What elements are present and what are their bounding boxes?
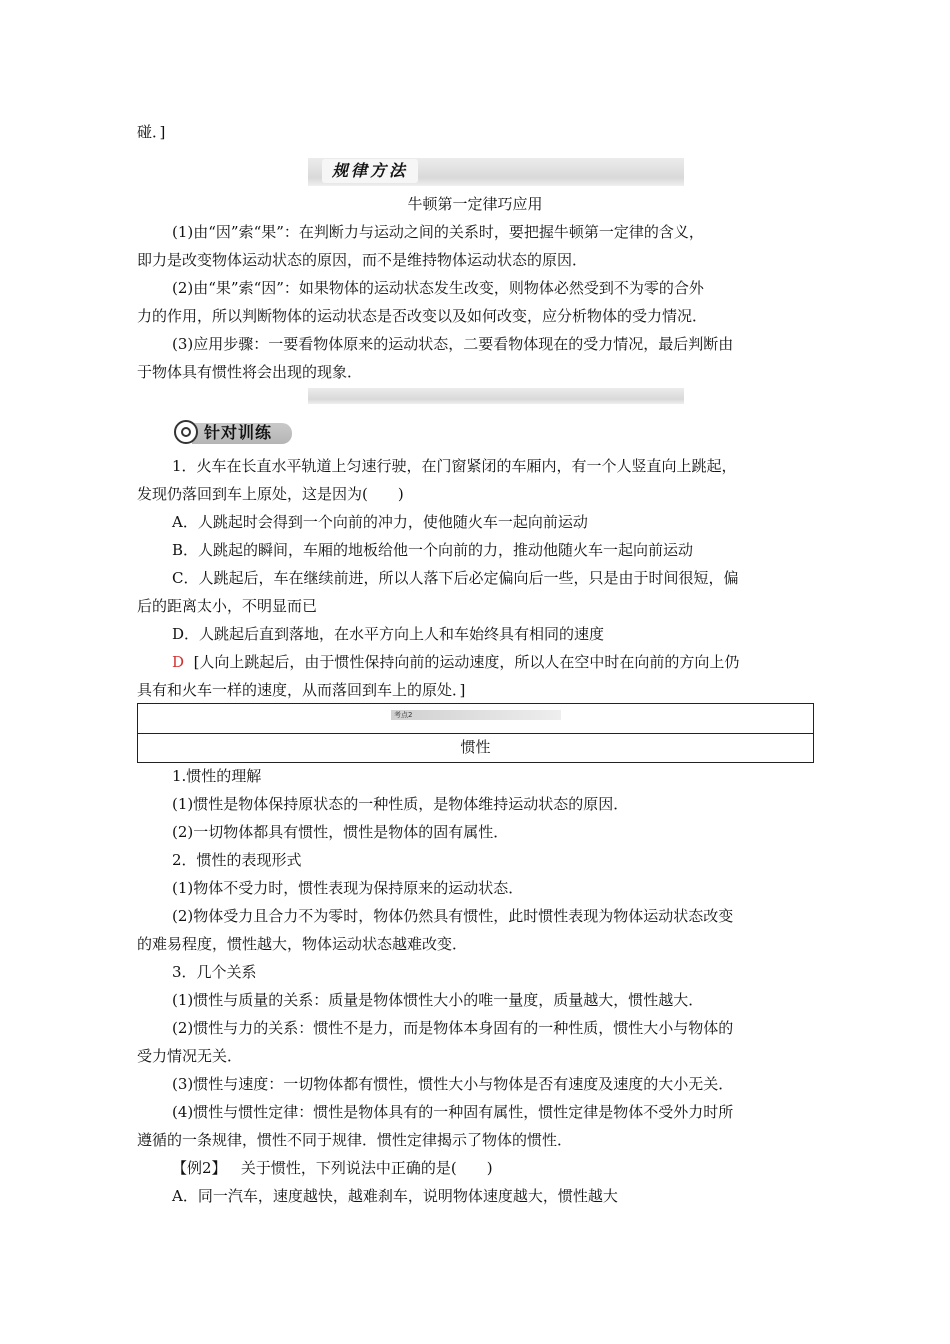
kaodian-tag: 考点2 — [391, 710, 561, 720]
inertia-h3-p3: (3)惯性与速度：一切物体都有惯性，惯性大小与物体是否有速度及速度的大小无关． — [172, 1075, 734, 1093]
q1-option-b: B．人跳起的瞬间，车厢的地板给他一个向前的力，推动他随火车一起向前运动 — [172, 541, 694, 559]
training-badge-label: 针对训练 — [204, 423, 273, 442]
inertia-heading-2: 2．惯性的表现形式 — [172, 851, 302, 869]
q1-line2: 发现仍落回到车上原处，这是因为( ) — [137, 485, 404, 503]
inertia-h1-p1: (1)惯性是物体保持原状态的一种性质，是物体维持运动状态的原因． — [172, 795, 629, 813]
q1-option-d: D．人跳起后直到落地，在水平方向上人和车始终具有相同的速度 — [172, 625, 605, 643]
q1-answer-line2: 具有和火车一样的速度，从而落回到车上的原处．] — [137, 681, 466, 699]
training-badge — [174, 420, 292, 446]
kaodian-title: 惯性 — [460, 738, 491, 756]
q1-option-c-line2: 后的距离太小，不明显而已 — [137, 597, 318, 615]
kaodian-box — [137, 703, 814, 763]
inertia-h2-p1: (1)物体不受力时，惯性表现为保持原来的运动状态． — [172, 879, 524, 897]
method-p1-line1: (1)由“因”索“果”：在判断力与运动之间的关系时，要把握牛顿第一定律的含义， — [172, 223, 704, 241]
method-p2-line1: (2)由“果”索“因”：如果物体的运动状态发生改变，则物体必然受到不为零的合外 — [172, 279, 704, 297]
kaodian-divider — [138, 733, 813, 734]
inertia-h3-p4-line1: (4)惯性与惯性定律：惯性是物体具有的一种固有属性，惯性定律是物体不受外力时所 — [172, 1103, 734, 1121]
method-p3-line2: 于物体具有惯性将会出现的现象． — [137, 363, 363, 381]
answer-explanation: [人向上跳起后，由于惯性保持向前的运动速度，所以人在空中时在向前的方向上仍 — [193, 653, 740, 671]
method-p1-line2: 即力是改变物体运动状态的原因，而不是维持物体运动状态的原因． — [137, 251, 588, 269]
inertia-h3-p2-line2: 受力情况无关． — [137, 1047, 243, 1065]
inertia-h3-p2-line1: (2)惯性与力的关系：惯性不是力，而是物体本身固有的一种性质，惯性大小与物体的 — [172, 1019, 734, 1037]
target-icon — [174, 420, 198, 444]
answer-letter: D — [172, 653, 185, 671]
top-fragment: 碰．] — [137, 123, 166, 141]
inertia-h3-p4-line2: 遵循的一条规律，惯性不同于规律．惯性定律揭示了物体的惯性． — [137, 1131, 573, 1149]
q1-line1: 1．火车在长直水平轨道上匀速行驶，在门窗紧闭的车厢内，有一个人竖直向上跳起， — [172, 457, 737, 475]
example2-option-a: A．同一汽车，速度越快，越难刹车，说明物体速度越大，惯性越大 — [172, 1187, 618, 1205]
q1-answer-line1 — [172, 652, 739, 672]
inertia-h3-p1: (1)惯性与质量的关系：质量是物体惯性大小的唯一量度，质量越大，惯性越大． — [172, 991, 704, 1009]
inertia-h2-p2-line2: 的难易程度，惯性越大，物体运动状态越难改变． — [137, 935, 468, 953]
inertia-h2-p2-line1: (2)物体受力且合力不为零时，物体仍然具有惯性，此时惯性表现为物体运动状态改变 — [172, 907, 734, 925]
method-badge: 规律方法 — [322, 159, 418, 183]
inertia-heading-1: 1.惯性的理解 — [172, 767, 262, 785]
inertia-heading-3: 3．几个关系 — [172, 963, 257, 981]
method-footer-bar — [308, 388, 684, 404]
example2-question — [172, 1158, 493, 1178]
method-p2-line2: 力的作用，所以判断物体的运动状态是否改变以及如何改变，应分析物体的受力情况． — [137, 307, 708, 325]
inertia-h1-p2: (2)一切物体都具有惯性，惯性是物体的固有属性． — [172, 823, 509, 841]
method-title: 牛顿第一定律巧应用 — [407, 195, 543, 213]
method-p3-line1: (3)应用步骤：一要看物体原来的运动状态，二要看物体现在的受力情况，最后判断由 — [172, 335, 734, 353]
example2-label: 【例2】 — [172, 1159, 227, 1177]
q1-option-c-line1: C．人跳起后，车在继续前进，所以人落下后必定偏向后一些，只是由于时间很短，偏 — [172, 569, 739, 587]
example2-text: 关于惯性，下列说法中正确的是( ) — [240, 1159, 493, 1177]
q1-option-a: A．人跳起时会得到一个向前的冲力，使他随火车一起向前运动 — [172, 513, 588, 531]
